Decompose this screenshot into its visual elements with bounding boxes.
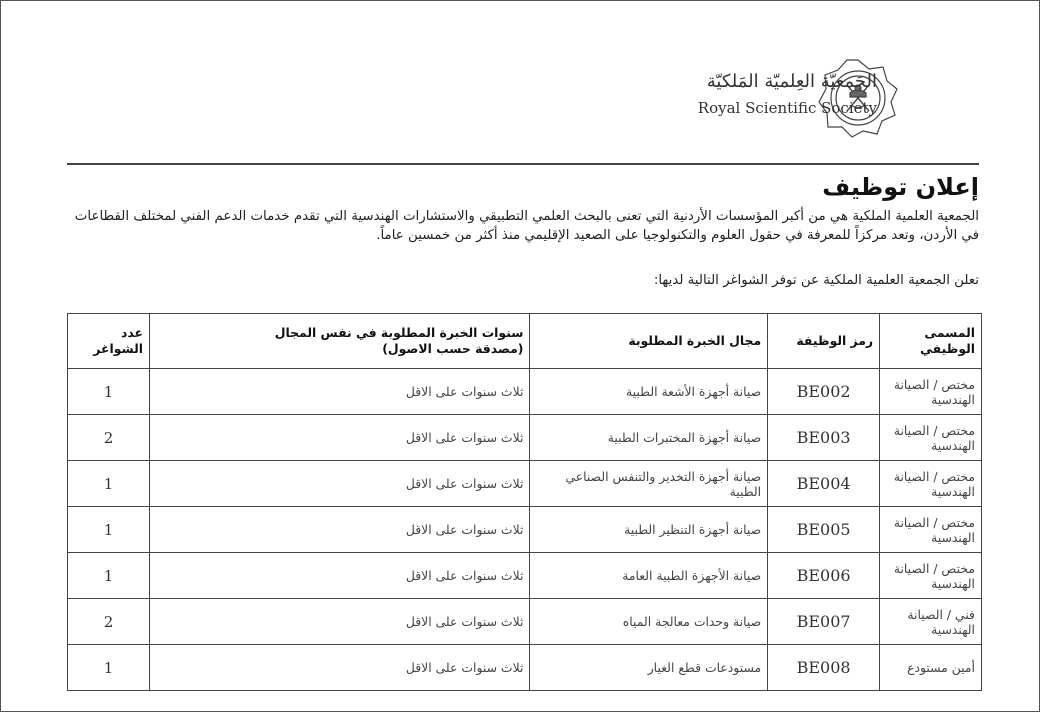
header-divider: [67, 163, 979, 165]
cell-title: مختص / الصيانة الهندسية: [880, 507, 982, 553]
cell-years: ثلاث سنوات على الاقل: [149, 553, 529, 599]
table-row: [68, 369, 982, 415]
table-row: [68, 415, 982, 461]
header-years-line2: (مصدقة حسب الاصول): [382, 341, 524, 356]
table-row: [68, 553, 982, 599]
cell-field: صيانة الأجهزة الطبية العامة: [530, 553, 768, 599]
cell-count: 1: [68, 553, 150, 599]
cell-title: مختص / الصيانة الهندسية: [880, 415, 982, 461]
cell-years: ثلاث سنوات على الاقل: [149, 369, 529, 415]
cell-field: صيانة أجهزة الأشعة الطبية: [530, 369, 768, 415]
cell-field: مستودعات قطع الغيار: [530, 645, 768, 691]
cell-title: مختص / الصيانة الهندسية: [880, 369, 982, 415]
cell-code: BE008: [768, 645, 880, 691]
cell-code: BE003: [768, 415, 880, 461]
table-row: [68, 599, 982, 645]
cell-title: مختص / الصيانة الهندسية: [880, 461, 982, 507]
cell-field: صيانة أجهزة المختبرات الطبية: [530, 415, 768, 461]
cell-field: صيانة أجهزة التنظير الطبية: [530, 507, 768, 553]
org-brand: [629, 71, 877, 117]
cell-field: صيانة وحدات معالجة المياه: [530, 599, 768, 645]
org-name-arabic: الجَمعيّة العِلميّة المَلكيّة: [706, 71, 877, 92]
cell-years: ثلاث سنوات على الاقل: [149, 645, 529, 691]
intro-paragraph: الجمعية العلمية الملكية هي من أكبر المؤسسات الأردنية التي تعنى بالبحث العلمي التطبيقي والاستشارات الهندسية التي تقدم خدمات الدعم الفني لمختلف القطاعات في الأردن، وتعد مركزاً للمعرفة في حقول العلوم والتكنولوجيا على الصعيد الإقليمي منذ أكثر من خمسين عاماً.: [74, 209, 979, 243]
cell-code: BE004: [768, 461, 880, 507]
page-title: إعلان توظيف: [822, 173, 979, 201]
cell-code: BE006: [768, 553, 880, 599]
announcement-text: تعلن الجمعية العلمية الملكية عن توفر الشواغر التالية لديها:: [653, 273, 979, 288]
header-field: مجال الخبرة المطلوبة: [530, 314, 768, 369]
header-years-line1: سنوات الخبرة المطلوبة في نفس المجال: [274, 325, 524, 340]
header-code: رمز الوظيفة: [768, 314, 880, 369]
table-row: [68, 645, 982, 691]
cell-title: مختص / الصيانة الهندسية: [880, 553, 982, 599]
table-row: [68, 507, 982, 553]
cell-years: ثلاث سنوات على الاقل: [149, 461, 529, 507]
org-name-english: Royal Scientific Society: [697, 99, 877, 117]
table-row: [68, 461, 982, 507]
cell-years: ثلاث سنوات على الاقل: [149, 599, 529, 645]
cell-years: ثلاث سنوات على الاقل: [149, 507, 529, 553]
header-title: المسمى الوظيفي: [880, 314, 982, 369]
header-years: [149, 314, 529, 369]
cell-code: BE005: [768, 507, 880, 553]
header-count: عدد الشواغر: [68, 314, 150, 369]
cell-count: 1: [68, 369, 150, 415]
cell-count: 1: [68, 461, 150, 507]
cell-count: 1: [68, 507, 150, 553]
cell-years: ثلاث سنوات على الاقل: [149, 415, 529, 461]
cell-code: BE002: [768, 369, 880, 415]
cell-count: 2: [68, 599, 150, 645]
cell-title: فني / الصيانة الهندسية: [880, 599, 982, 645]
cell-code: BE007: [768, 599, 880, 645]
cell-count: 1: [68, 645, 150, 691]
cell-title: أمين مستودع: [880, 645, 982, 691]
cell-count: 2: [68, 415, 150, 461]
vacancies-table: [67, 313, 982, 691]
table-header-row: [68, 314, 982, 369]
cell-field: صيانة أجهزة التخدير والتنفس الصناعي الطبية: [530, 461, 768, 507]
